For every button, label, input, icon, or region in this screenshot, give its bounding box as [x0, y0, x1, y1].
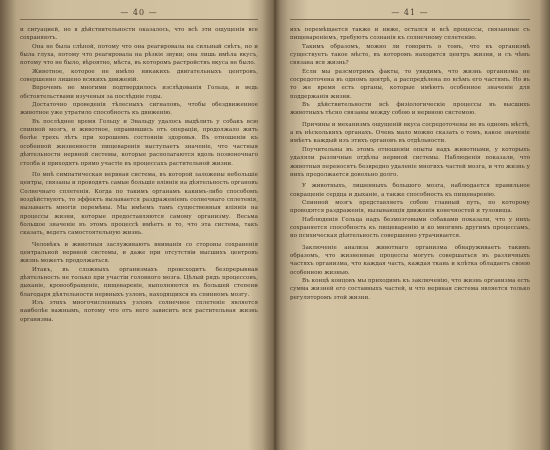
left-page-number: — 40 —: [20, 8, 258, 20]
right-paragraph: Въ концѣ концовъ мы приходимъ къ заключенію, что жизнь организма есть сумма жизней его составныхъ частей, и что нервная система является только регуляторомъ этой жизни.: [290, 277, 530, 301]
left-paragraph: Итакъ, въ сложныхъ организмахъ происходитъ безпрерывная дѣятельность не только при участіи головного мозга. Цѣлый рядъ процессовъ, дыханіе, кровообращеніе, пищевареніе, выполняются въ большей степени благодаря дѣятельности нервныхъ узловъ, находящихся въ спинномъ мозгу.: [20, 266, 258, 298]
left-paragraph: Она не была слѣпой, потому что она реагировала на сильный свѣтъ, но и была глуха, потому что реагировала на рѣзкіе звуки; она лишь имѣла вкусъ, потому что не было, вѣроятно, мѣста, въ которомъ растройствъ вкуса не было.: [20, 43, 258, 67]
left-paragraph: Человѣкъ и животныя заслуживаютъ вниманія со стороны сохраненія центральной нервной системы, и даже при отсутствіи высшихъ центровъ жизнь можетъ продолжаться.: [20, 241, 258, 265]
left-page-body: [20, 26, 258, 324]
book-gutter-shadow: [262, 0, 288, 450]
left-page: [20, 8, 258, 444]
right-paragraph: Такимъ образомъ, можно ли говорить о томъ, что въ организмѣ существуетъ такое мѣсто, въ которомъ находится центръ жизни, и съ чѣмъ связана вся жизнь?: [290, 43, 530, 67]
right-paragraph: Заключеніе анализа животнаго организма обнаруживаетъ такимъ образомъ, что жизненные процессы могутъ совершаться въ различныхъ частяхъ организма, что каждая часть, каждая ткань и клѣтка обладаетъ своею особенною жизнью.: [290, 244, 530, 276]
right-paragraph: Если мы разсмотримъ факты, то увидимъ, что жизнь организма не сосредоточена въ одномъ центрѣ, а распредѣлена по всѣмъ его частямъ. Но въ то же время есть органы, которые имѣютъ особенное значеніе для поддержанія жизни.: [290, 68, 530, 100]
right-paragraph: Поучительны въ этомъ отношеніи опыты надъ животными, у которыхъ удаляли различные отдѣлы нервной системы. Наблюденія показали, что животныя переносятъ безвредно удаленіе многихъ частей мозга, и что жизнь у нихъ продолжается довольно долго.: [290, 146, 530, 178]
right-paragraph: Причины и механизмъ ощущеній вкуса сосредоточены не въ одномъ мѣстѣ, а въ нѣсколькихъ органахъ. Очень мало можно сказать о томъ, какое значеніе имѣетъ каждый изъ этихъ органовъ въ отдѣльности.: [290, 121, 530, 145]
right-page-body: [290, 26, 530, 302]
right-page-number: — 41 —: [290, 8, 530, 20]
right-paragraph: Наблюденія Гольца надъ безмозговыми собаками показали, что у нихъ сохраняется способность къ пищеваренію и ко многимъ другимъ процессамъ, но психическая дѣятельность совершенно утрачивается.: [290, 216, 530, 240]
left-paragraph: По мнѣ симпатическая нервная система, въ которой заложены небольшіе центры, связаны и проводятъ самые большіе вліянія на дѣятельность органовъ Солнечнаго сплетенія. Когда по такимъ органамъ какимъ-либо способомъ воздѣйствуютъ, то эффектъ вызывается раздраженіемъ солнечнаго сплетенія, вызываетъ многія перемѣны. Мы имѣемъ тамъ существенныя вліянія на процессы жизни, которые предоставляются самому организму. Весьма большое значеніе въ этомъ процессѣ имѣетъ и то, что эта система, такъ сказать, ведетъ самостоятельную жизнь.: [20, 171, 258, 237]
right-paragraph: Спинной мозгъ представляетъ собою главный путь, по которому проводятся раздраженія, вызывающія движенія конечностей и туловища.: [290, 199, 530, 215]
right-paragraph: ихъ перемѣщается также и ниже, остался и всѣ процессы, связанные съ пищевареніемъ, требуютъ сознанія къ солнечному сплетенію.: [290, 27, 530, 42]
left-paragraph: Изъ этихъ многочисленныхъ узловъ солнечное сплетеніе является наиболѣе важнымъ, потому что отъ него зависитъ вся растительная жизнь организма.: [20, 300, 258, 323]
left-paragraph: Достаточно проведенія тѣлесныхъ сигналовъ, чтобы обездвиженное животное уже утратило способность къ движенію.: [20, 102, 258, 117]
right-page: [290, 8, 530, 444]
left-paragraph: Животное, которое не имѣло никакихъ двигательныхъ центровъ, совершенно лишено всякихъ движеній.: [20, 68, 258, 84]
right-paragraph: Въ дѣйствительности всѣ физіологическіе процессы въ высшихъ животныхъ тѣсно связаны между собою и нервною системою.: [290, 102, 530, 117]
left-paragraph: и сиrуацией, но в дѣйствительности оказалось, что всѣ эти ощущенія все сохраняютъ.: [20, 27, 258, 42]
right-paragraph: У животныхъ, лишенныхъ большого мозга, наблюдается правильное сокращеніе сердца и дыханіе, а также способность къ пищеваренію.: [290, 183, 530, 198]
left-paragraph: Впрочемъ не многими подтвердилось изслѣдованія Гольца, и ведь обстоятельствами изученыя за послѣдніе годы.: [20, 85, 258, 100]
left-paragraph: Въ послѣднее время Гольцу и Эвальду удалось выдѣлить у собакъ всю спинной мозгъ, и животное, оправившись отъ операціи, продолжало жить болѣе трехъ лѣтъ при хорошемъ состояніи здоровья. Въ отношеніи къ особенной жизненности пищеваренія выступаетъ значеніе, что частныя дѣятельности нервной системы, которые располагаются вдоль позвоночнаго столба и приходятъ прямо участіе въ процессахъ растительной жизни.: [20, 118, 258, 167]
